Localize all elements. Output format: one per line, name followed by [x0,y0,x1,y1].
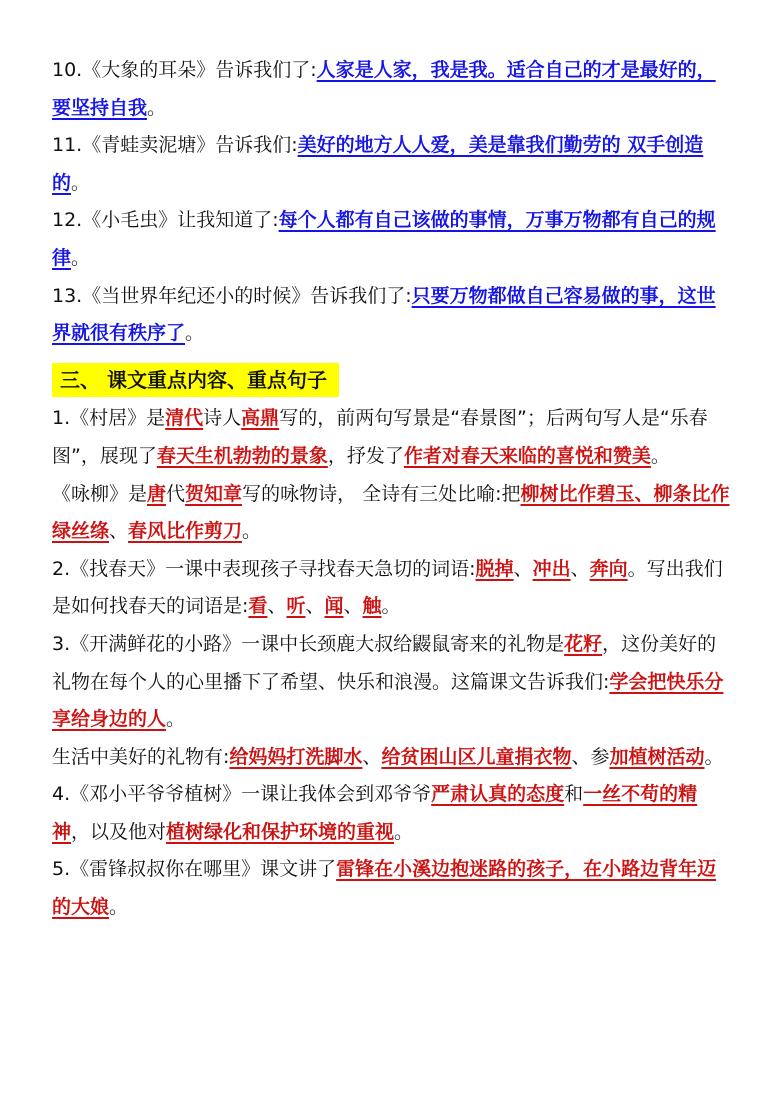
body-text: 。 [650,444,670,467]
section-heading-row [52,353,730,401]
body-text: 。 [704,745,724,768]
paragraph [52,776,730,851]
answer-text: 雷锋在小溪边抱迷路的孩子，在小路边背年迈的大娘 [52,858,717,919]
body-text: ，以及他对 [71,820,167,843]
answer-text: 柳树比作碧玉、柳条比作绿丝绦 [52,482,730,543]
body-text: 、 [362,745,382,768]
body-text: 5.《雷锋叔叔你在哪里》课文讲了 [52,858,337,881]
paragraph [52,551,730,626]
body-text: 和 [564,783,584,806]
paragraph [52,626,730,739]
body-text: ，抒发了 [327,444,404,467]
answer-text: 触 [362,595,382,618]
answer-text: 作者对春天来临的喜悦和赞美 [403,444,651,467]
body-text: 。 [71,171,91,194]
key-sentences-list [52,400,730,926]
answer-text: 高鼎 [241,407,280,430]
body-text: 。 [109,896,129,919]
body-text: 2.《找春天》一课中表现孩子寻找春天急切的词语: [52,557,476,580]
body-text: 、 [305,595,325,618]
answer-text: 唐 [147,482,167,505]
body-text: 诗人 [203,407,242,430]
body-text: 、 [513,557,533,580]
body-text: 。 [147,96,167,119]
lesson-summary-list [52,52,730,353]
body-text: 、 [109,520,129,543]
answer-text: 美好的地方人人爱，美是靠我们勤劳的 双手创造的 [52,134,704,194]
answer-text: 贺知章 [185,482,243,505]
body-text: 代 [166,482,186,505]
body-text: 、 [570,557,590,580]
body-text: 。 [166,708,186,731]
answer-text: 加植树活动 [609,745,705,768]
body-text: 。写出我们是如何找春天的词语是: [52,557,723,618]
body-text: 11.《青蛙卖泥塘》告诉我们: [52,134,298,157]
body-text: 、 [267,595,287,618]
answer-text: 奔向 [589,557,628,580]
body-text: 写的，前两句写景是“春景图”；后两句写人是“乐春图”，展现了 [52,407,708,467]
body-text: 1.《村居》是 [52,407,166,430]
document-page [52,52,730,927]
answer-text: 每个人都有自己该做的事情，万事万物都有自己的规律 [52,209,716,269]
answer-text: 春天生机勃勃的景象 [156,444,328,467]
answer-text: 学会把快乐分享给身边的人 [52,670,724,731]
paragraph [52,52,730,127]
answer-text: 花籽 [564,632,603,655]
body-text: ，这份美好的礼物在每个人的心里播下了希望、快乐和浪漫。这篇课文告诉我们: [52,632,717,693]
answer-text: 植树绿化和保护环境的重视 [166,820,395,843]
answer-text: 冲出 [532,557,571,580]
answer-text: 只要万物都做自己容易做的事，这世界就很有秩序了 [52,284,716,345]
body-text: 。 [185,322,205,345]
answer-text: 清代 [165,407,204,430]
body-text: 写的咏物诗， 全诗有三处比喻:把 [242,482,521,505]
answer-text: 给妈妈打洗脚水 [229,745,363,768]
answer-text: 严肃认真的态度 [431,783,565,806]
body-text: 12.《小毛虫》让我知道了: [52,209,279,232]
body-text: 。 [381,595,401,618]
body-text: 3.《开满鲜花的小路》一课中长颈鹿大叔给鼹鼠寄来的礼物是 [52,632,565,655]
paragraph [52,202,730,277]
answer-text: 人家是人家，我是我。适合自己的才是最好的，要坚持自我 [52,59,716,119]
body-text: 《咏柳》是 [52,482,148,505]
answer-text: 给贫困山区儿童捐衣物 [381,745,572,768]
body-text: 13.《当世界年纪还小的时候》告诉我们了: [52,284,412,307]
paragraph [52,400,730,475]
body-text: 、 [343,595,363,618]
answer-text: 听 [286,595,306,618]
paragraph [52,851,730,926]
answer-text: 看 [248,595,268,618]
paragraph [52,739,730,777]
answer-text: 闻 [324,595,344,618]
body-text: 。 [394,820,414,843]
paragraph [52,278,730,353]
answer-text: 一丝不苟的精神 [52,783,698,843]
body-text: 4.《邓小平爷爷植树》一课让我体会到邓爷爷 [52,783,432,806]
body-text: 10.《大象的耳朵》告诉我们了: [52,59,317,81]
paragraph [52,127,730,202]
body-text: 生活中美好的礼物有: [52,745,230,768]
body-text: 、参 [571,745,610,768]
body-text: 。 [242,520,262,543]
paragraph [52,476,730,551]
section-heading: 三、 课文重点内容、重点句子 [52,363,339,397]
answer-text: 脱掉 [475,557,514,580]
answer-text: 春风比作剪刀 [128,520,243,543]
body-text: 。 [71,246,91,269]
